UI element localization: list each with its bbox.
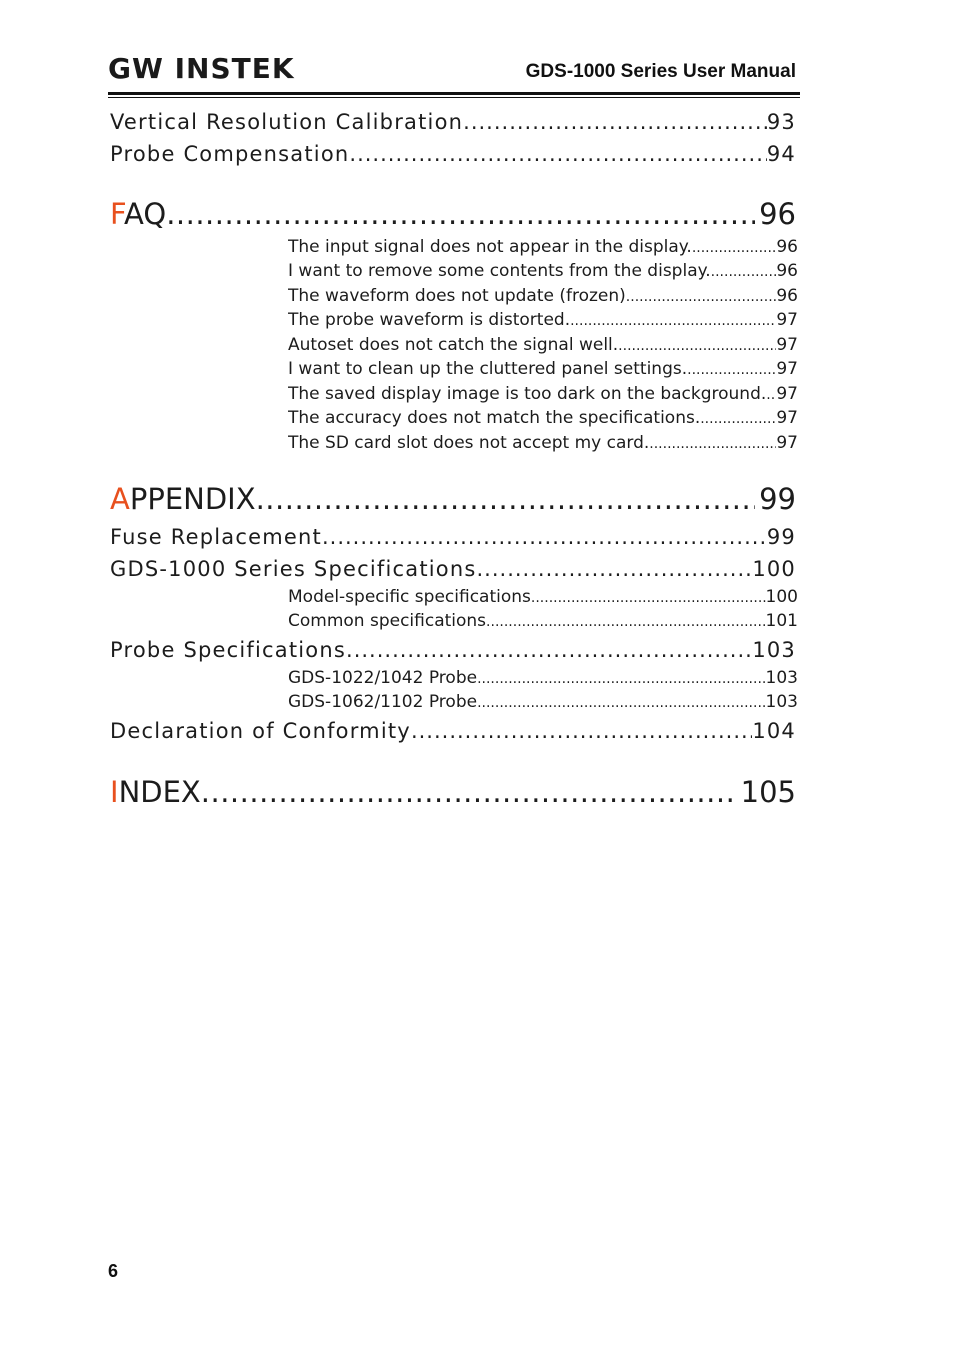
toc-faq-item[interactable] [288,335,798,355]
toc-leader-dots [477,671,765,687]
toc-item-page: 97 [776,433,798,453]
toc-leader-dots [486,614,766,630]
toc-item-title: Autoset does not catch the signal well. [288,335,619,355]
toc-chapter-title [110,775,201,809]
toc-entry-probe-compensation[interactable] [110,142,796,166]
toc-leader-dots [463,110,767,134]
toc-leader-dots [766,387,776,403]
toc-entry-page: 104 [752,719,796,743]
chapter-title-rest: PPENDIX [129,482,256,516]
chapter-initial: F [110,197,125,231]
toc-item-page: 101 [765,611,798,631]
toc-entry-gds-1000-specifications[interactable] [110,557,796,581]
toc-item-page: 97 [776,359,798,379]
toc-entry-title: Vertical Resolution Calibration [110,110,464,134]
toc-faq-item[interactable] [288,408,798,428]
toc-item-page: 103 [765,692,798,712]
toc-item-title: The input signal does not appear in the display. [288,237,692,257]
toc-leader-dots [477,695,765,711]
toc-leader-dots [626,289,777,305]
toc-leader-dots [349,142,766,166]
toc-item-title: GDS-1062/1102 Probe [288,692,478,712]
toc-item-title: I want to clean up the cluttered panel settings. [288,359,688,379]
toc-item-page: 96 [776,261,798,281]
toc-leader-dots [649,436,776,452]
toc-item-page: 97 [776,335,798,355]
toc-leader-dots [570,313,776,329]
page-header [108,52,800,98]
toc-entry-declaration-of-conformity[interactable] [110,719,796,743]
toc-leader-dots [346,638,752,662]
toc-spec-item[interactable] [288,587,798,607]
chapter-initial: I [110,775,119,809]
toc-leader-dots [711,264,777,280]
toc-item-title: I want to remove some contents from the display. [288,261,711,281]
toc-entry-page: 100 [752,557,796,581]
toc-chapter-appendix[interactable] [110,482,796,516]
toc-entry-fuse-replacement[interactable] [110,525,796,549]
chapter-title-rest: NDEX [118,775,201,809]
toc-item-title: Model-specific specifications [288,587,531,607]
gw-instek-logo: GW INSTEK [108,52,295,85]
toc-leader-dots [411,719,752,743]
toc-item-title: GDS-1022/1042 Probe [288,668,478,688]
toc-probe-item[interactable] [288,668,798,688]
toc-chapter-index[interactable] [110,775,796,809]
toc-chapter-title [110,197,166,231]
toc-chapter-faq[interactable] [110,197,796,231]
toc-leader-dots [692,240,777,256]
toc-faq-item[interactable] [288,237,798,257]
toc-item-title: The probe waveform is distorted. [288,310,571,330]
toc-leader-dots [166,197,755,231]
toc-leader-dots [531,590,766,606]
toc-item-page: 97 [776,408,798,428]
page-number: 6 [108,1261,119,1281]
toc-item-page: 96 [776,286,798,306]
toc-item-page: 103 [765,668,798,688]
toc-faq-item[interactable] [288,384,798,404]
header-rule-thick [108,92,800,95]
toc-item-title: The accuracy does not match the specifications. [288,408,701,428]
toc-leader-dots [700,411,776,427]
toc-leader-dots [256,482,756,516]
toc-leader-dots [477,557,753,581]
toc-entry-page: 93 [766,110,796,134]
header-rule-thin [108,97,800,98]
toc-item-page: 97 [776,310,798,330]
chapter-initial: A [110,482,130,516]
toc-entry-vertical-resolution-calibration[interactable] [110,110,796,134]
toc-chapter-page: 105 [740,775,796,809]
toc-faq-item[interactable] [288,310,798,330]
toc-spec-item[interactable] [288,611,798,631]
toc-entry-page: 103 [752,638,796,662]
toc-entry-title: GDS-1000 Series Specifications [110,557,477,581]
toc-entry-page: 94 [766,142,796,166]
manual-title: GDS-1000 Series User Manual [525,61,796,82]
toc-entry-probe-specifications[interactable] [110,638,796,662]
toc-faq-item[interactable] [288,261,798,281]
toc-item-page: 97 [776,384,798,404]
chapter-title-rest: AQ [124,197,167,231]
toc-entry-title: Probe Compensation [110,142,350,166]
toc-item-page: 96 [776,237,798,257]
toc-item-title: Common specifications [288,611,487,631]
toc-faq-item[interactable] [288,359,798,379]
toc-faq-item[interactable] [288,433,798,453]
toc-chapter-title [110,482,256,516]
toc-leader-dots [687,362,776,378]
toc-item-title: The SD card slot does not accept my card. [288,433,650,453]
toc-item-page: 100 [765,587,798,607]
toc-leader-dots [618,338,776,354]
toc-entry-title: Fuse Replacement [110,525,322,549]
toc-leader-dots [201,775,737,809]
toc-item-title: The saved display image is too dark on the background. [288,384,767,404]
toc-probe-item[interactable] [288,692,798,712]
toc-entry-page: 99 [766,525,796,549]
toc-leader-dots [322,525,767,549]
toc-chapter-page: 96 [759,197,796,231]
toc-chapter-page: 99 [759,482,796,516]
toc-item-title: The waveform does not update (frozen) [288,286,626,306]
toc-entry-title: Probe Specifications [110,638,347,662]
toc-entry-title: Declaration of Conformity [110,719,411,743]
toc-faq-item[interactable] [288,286,798,306]
